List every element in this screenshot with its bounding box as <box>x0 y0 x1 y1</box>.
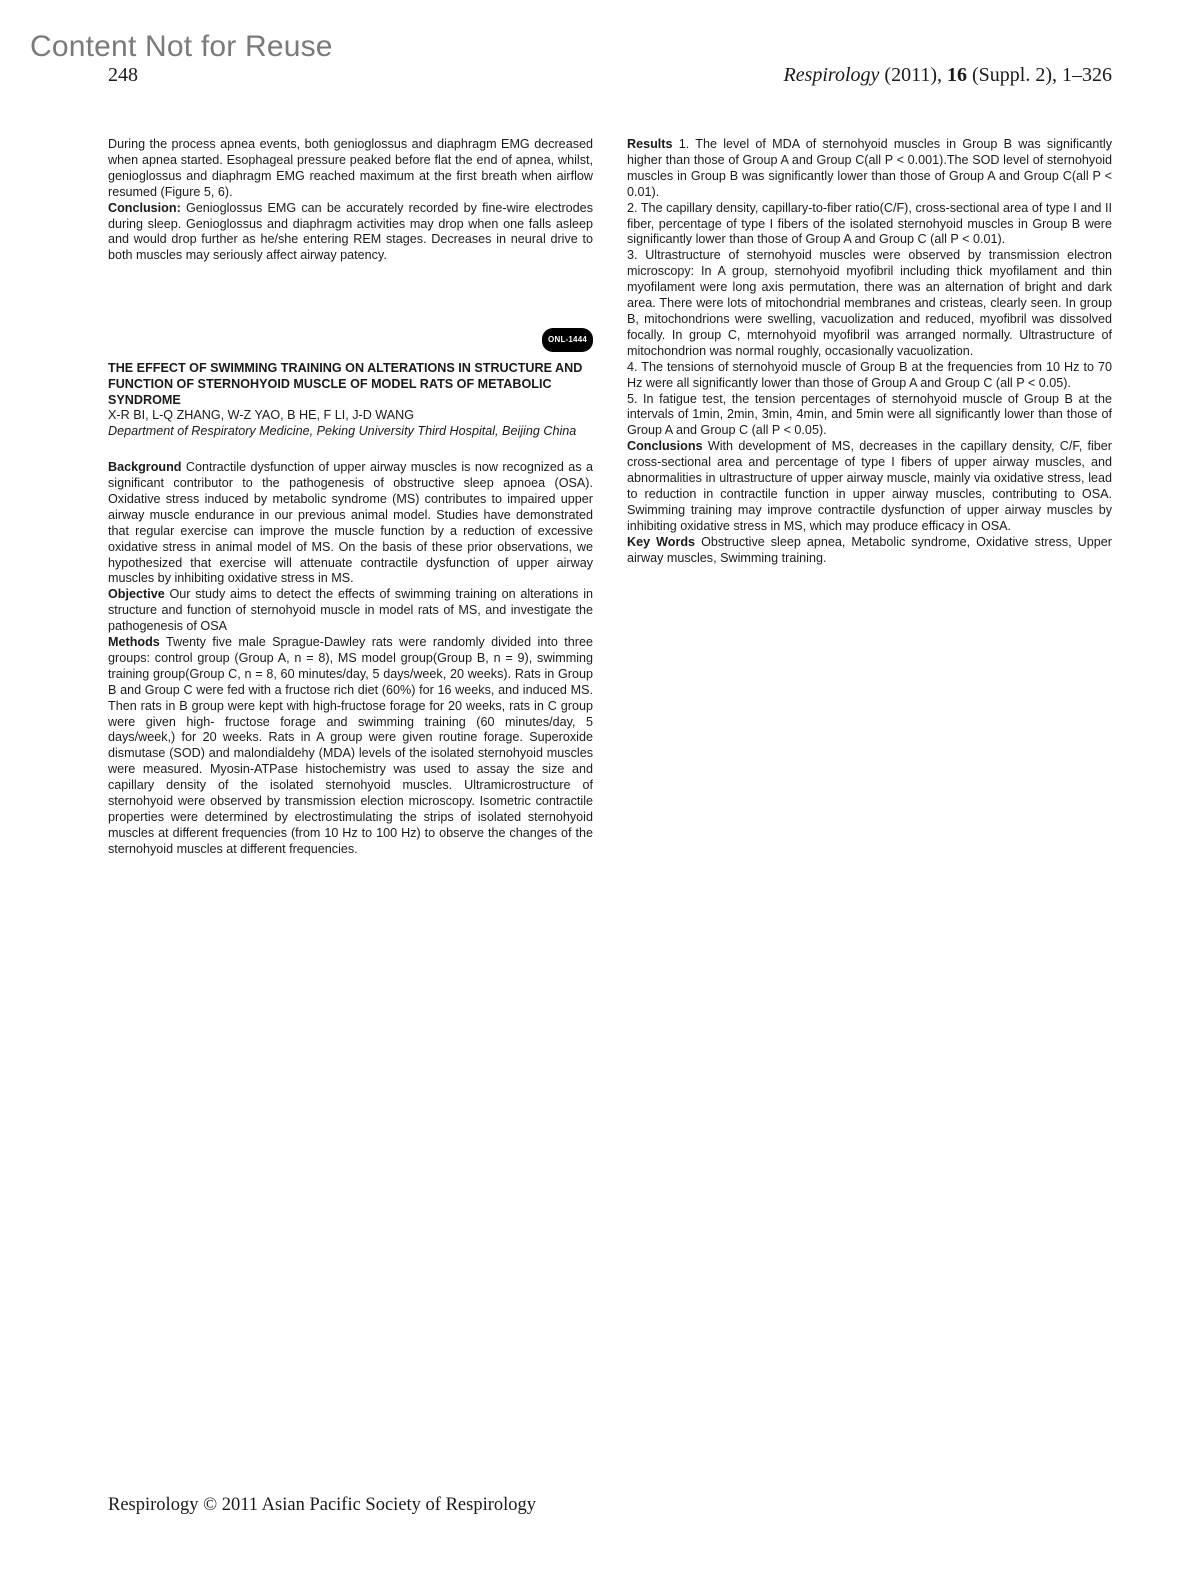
prev-conclusion-label: Conclusion: <box>108 200 181 215</box>
results-item-5: 5. In fatigue test, the tension percentages of sternohyoid muscle of Group B at the intervals of 1min, 2min, 3min, 4min, and 5min were all significantly lower than those of Group A and Group C (all P < 0.05). <box>627 391 1112 438</box>
results-item-1: 1. The level of MDA of sternohyoid muscles in Group B was significantly higher than those of Group A and Group C(all P < 0.001).The SOD level of sternohyoid muscles in Group B was significantly lower than those of Group A and Group C(all P < 0.01). <box>627 137 1112 199</box>
abstract-results <box>627 137 1112 201</box>
journal-issue-pages: (Suppl. 2), 1–326 <box>967 64 1112 86</box>
prev-abstract-continued: During the process apnea events, both genioglossus and diaphragm EMG decreased when apnea started. Esophageal pressure peaked before flat the end of apnea, whilst, genioglossus and diaphragm EMG reached maximum at the first breath when airflow resumed (Figure 5, 6). <box>108 137 593 199</box>
prev-abstract-conclusion <box>108 201 593 265</box>
conclusions-text: With development of MS, decreases in the capillary density, C/F, fiber cross-sectional area and percentage of type I fibers of upper airway muscles, and abnormalities in ultrastructure of upper airway muscle, mainly via oxidative stress, lead to reduction in contractile function in upper airway muscles, contributing to OSA. Swimming training may improve contractile dysfunction of upper airway muscles by inhibiting oxidative stress in MS, which may produce efficacy in OSA. <box>627 439 1112 533</box>
methods-text: Twenty five male Sprague-Dawley rats were randomly divided into three groups: control group (Group A, n = 8), MS model group(Group B, n = 9), swimming training group(Group C, n = 8, 60 minutes/day, 5 days/week, 20 weeks). Rats in Group B and Group C were fed with a fructose rich diet (60%) for 16 weeks, and induced MS. Then rats in B group were kept with high-fructose forage for 20 weeks, rats in C group were given high- fructose forage and swimming training (60 minutes/day, 5 days/week,) for 20 weeks. Rats in A group were given routine forage. Superoxide dismutase (SOD) and malondialdehy (MDA) levels of the isolated sternohyoid muscles were measured. Myosin-ATPase histochemistry was used to assay the size and capillary density of the isolated sternohyoid muscles. Ultramicrostructure of sternohyoid were observed by transmission election microscopy. Isometric contractile properties were determined by electrostimulating the strips of isolated sternohyoid muscles at different frequencies (from 10 Hz to 100 Hz) to observe the changes of the sternohyoid muscles at different frequencies. <box>108 635 593 856</box>
keywords-text: Obstructive sleep apnea, Metabolic syndrome, Oxidative stress, Upper airway muscles, Swimming training. <box>627 534 1112 565</box>
conclusions-label: Conclusions <box>627 439 703 454</box>
abstract-title: THE EFFECT OF SWIMMING TRAINING ON ALTERATIONS IN STRUCTURE AND FUNCTION OF STERNOHYOID MUSCLE OF MODEL RATS OF METABOLIC SYNDROME <box>108 361 583 408</box>
abstract-objective <box>108 587 593 635</box>
results-item-2: 2. The capillary density, capillary-to-fiber ratio(C/F), cross-sectional area of type I and II fiber, percentage of type I fibers of the isolated sternohyoid muscles in Group B were significantly lower than those of Group A and Group C (all P < 0.01). <box>627 200 1112 247</box>
journal-volume: 16 <box>947 64 967 86</box>
background-label: Background <box>108 460 182 475</box>
abstract-methods <box>108 635 593 858</box>
abstract-authors: X-R BI, L-Q ZHANG, W-Z YAO, B HE, F LI, J-D WANG <box>108 408 415 423</box>
methods-label: Methods <box>108 635 160 650</box>
abstract-keywords <box>627 535 1112 567</box>
journal-year: (2011), <box>879 64 947 86</box>
journal-name: Respirology <box>783 64 880 86</box>
abstract-affiliation: Department of Respiratory Medicine, Peking University Third Hospital, Beijing China <box>108 424 577 439</box>
abstract-id-badge: ONL-1444 <box>542 328 593 352</box>
results-item-3: 3. Ultrastructure of sternohyoid muscles were observed by transmission electron microscopy: In A group, sternohyoid myofibril including thick myofilament and thin myofilament were long axis permutation, there was an alternation of bright and dark area. There were lots of mitochondrial membranes and cristeas, clearly seen. In group B, mitochondrions were swelling, vacuolization and reduced, myofibril was dissolved focally. In group C, mternohyoid myofibril was arranged normally. Ultrastructure of mitochondrion was normal roughly, occasionally vacuolization. <box>627 248 1112 358</box>
prev-conclusion-text: Genioglossus EMG can be accurately recorded by fine-wire electrodes during sleep. Genioglossus and diaphragm activities may drop when one falls asleep and would drop further as he/she entering REM stages. Decreases in neural drive to both muscles may seriously affect airway patency. <box>108 200 593 263</box>
page-number: 248 <box>108 64 138 86</box>
results-item-4: 4. The tensions of sternohyoid muscle of Group B at the frequencies from 10 Hz to 70 Hz were all significantly lower than those of Group A and Group C (all P < 0.05). <box>627 359 1112 390</box>
abstract-background <box>108 460 593 587</box>
watermark: Content Not for Reuse <box>30 30 333 63</box>
abstract-badge-row <box>108 264 593 360</box>
page-footer: Respirology © 2011 Asian Pacific Society of Respirology <box>108 1495 537 1515</box>
running-head <box>784 64 1113 87</box>
right-column <box>627 137 1112 566</box>
abstract-conclusions <box>627 439 1112 534</box>
keywords-label: Key Words <box>627 534 696 549</box>
objective-label: Objective <box>108 587 165 602</box>
left-column <box>108 137 593 858</box>
background-text: Contractile dysfunction of upper airway muscles is now recognized as a significant contributor to the pathogenesis of obstructive sleep apnoea (OSA). Oxidative stress induced by metabolic syndrome (MS) contributes to impaired upper airway muscle endurance in our previous animal model. Studies have demonstrated that regular exercise can improve the muscle function by a reduction of excessive oxidative stress in animal model of MS. On the basis of these prior observations, we hypothesized that exercise will attenuate contractile dysfunction of upper airway muscles by inhibiting oxidative stress in MS. <box>108 460 593 586</box>
objective-text: Our study aims to detect the effects of swimming training on alterations in structure and function of sternohyoid muscle in model rats of MS, and investigate the pathogenesis of OSA <box>108 587 593 634</box>
results-label: Results <box>627 137 673 151</box>
